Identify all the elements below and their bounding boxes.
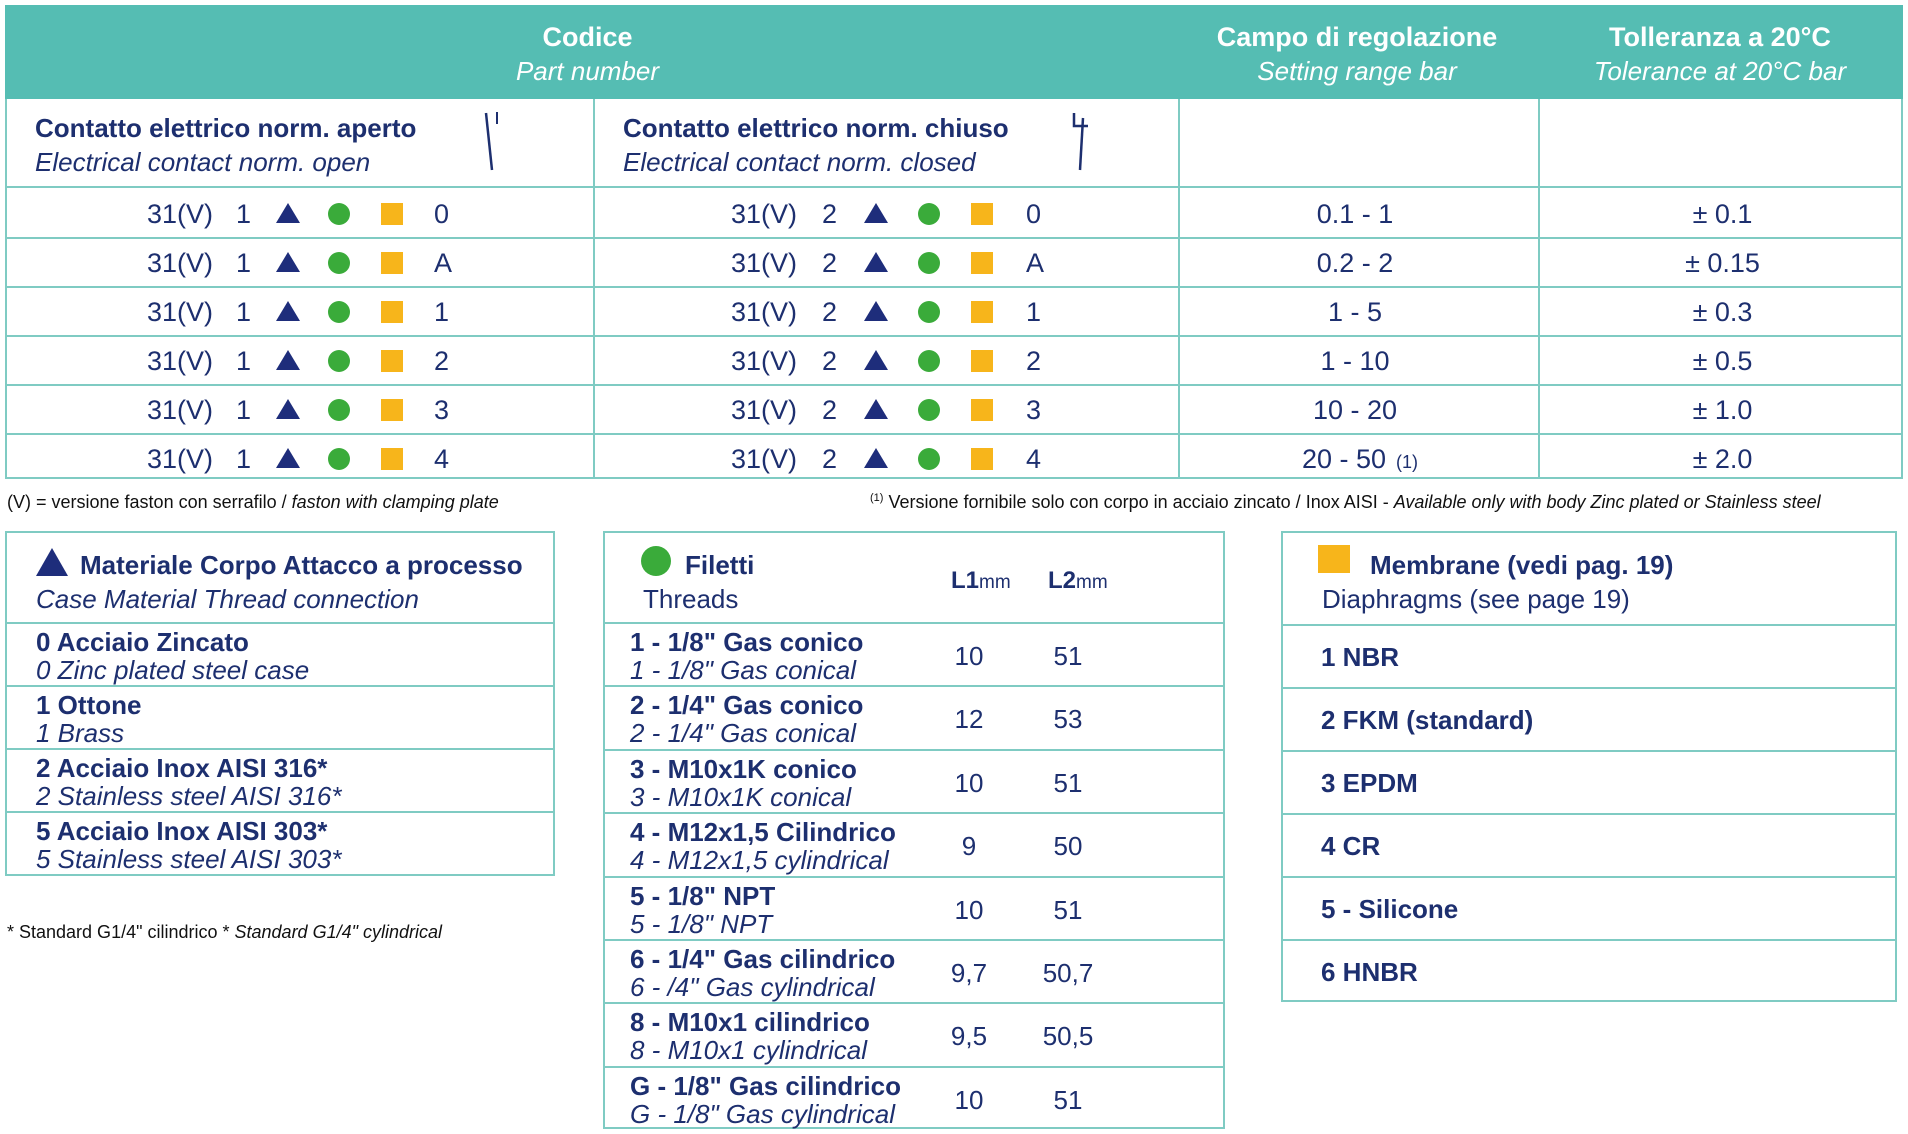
membranes-title bbox=[1320, 548, 1673, 616]
thread-item-it: 5 - 1/8" NPT bbox=[630, 880, 776, 911]
thread-item-en: 3 - M10x1K conical bbox=[630, 781, 852, 812]
setting-range bbox=[1180, 239, 1540, 287]
open-digit: 1 bbox=[236, 297, 252, 327]
square-icon bbox=[381, 399, 403, 421]
footnote-faston-it: (V) = versione faston con serrafilo / bbox=[7, 492, 292, 512]
tolerance-value: ± 2.0 bbox=[1692, 444, 1753, 474]
setting-range bbox=[1180, 435, 1540, 483]
triangle-icon bbox=[276, 448, 300, 468]
closed-digit: 2 bbox=[822, 248, 838, 278]
threads-title-it: Filetti bbox=[685, 550, 755, 580]
material-item-it: 2 Acciaio Inox AISI 316* bbox=[36, 753, 328, 783]
thread-l2-value: 51 bbox=[1053, 641, 1083, 671]
membranes-title-it: Membrane (vedi pag. 19) bbox=[1370, 550, 1674, 580]
row-suffix-closed: 2 bbox=[1026, 346, 1042, 376]
list-item bbox=[603, 685, 1225, 748]
triangle-icon bbox=[276, 203, 300, 223]
closed-digit: 2 bbox=[822, 444, 838, 474]
setting-range bbox=[1180, 337, 1540, 385]
footnote-standard-en: Standard G1/4" cylindrical bbox=[234, 922, 443, 942]
table-row bbox=[5, 190, 1903, 238]
list-item bbox=[5, 811, 555, 874]
thread-item-it: 6 - 1/4" Gas cilindrico bbox=[630, 944, 896, 974]
thread-l1-value: 10 bbox=[954, 1084, 984, 1115]
tolerance-value: ± 0.1 bbox=[1692, 199, 1753, 229]
thread-l2-value: 51 bbox=[1053, 767, 1083, 798]
tolerance-value: ± 0.15 bbox=[1685, 248, 1760, 278]
material-title-en: Case Material Thread connection bbox=[36, 584, 419, 614]
thread-item-it: 1 - 1/8" Gas conico bbox=[630, 627, 864, 657]
triangle-icon bbox=[864, 301, 888, 321]
table-row bbox=[5, 337, 1903, 385]
code-prefix: 31(V) bbox=[731, 297, 798, 327]
square-icon bbox=[971, 399, 993, 421]
list-item: 4 CR bbox=[1281, 813, 1897, 876]
header-tolleranza: Tolleranza a 20°C bbox=[1609, 22, 1831, 52]
thread-item-en: 2 - 1/4" Gas conical bbox=[630, 718, 857, 749]
circle-icon bbox=[918, 203, 940, 225]
thread-item-en: 1 - 1/8" Gas conical bbox=[630, 655, 857, 685]
list-item bbox=[603, 749, 1225, 812]
footnote-avail-en: Available only with body Zinc plated or Stainless steel bbox=[1393, 492, 1821, 512]
setting-range bbox=[1180, 386, 1540, 434]
code-prefix: 31(V) bbox=[147, 248, 214, 278]
circle-icon bbox=[328, 399, 350, 421]
thread-item-en: 4 - M12x1,5 cylindrical bbox=[630, 845, 889, 876]
row-suffix-closed: A bbox=[1026, 248, 1045, 278]
triangle-icon bbox=[864, 448, 888, 468]
setting-range-value: 0.2 - 2 bbox=[1316, 248, 1394, 278]
open-digit: 1 bbox=[236, 346, 252, 376]
thread-l2-value: 53 bbox=[1053, 704, 1083, 735]
table-row bbox=[5, 435, 1903, 483]
row-suffix-open: 1 bbox=[434, 297, 450, 327]
closed-digit: 2 bbox=[822, 395, 838, 425]
open-digit: 1 bbox=[236, 199, 252, 229]
thread-item-it: G - 1/8" Gas cilindrico bbox=[630, 1070, 901, 1101]
list-item bbox=[603, 812, 1225, 875]
square-icon bbox=[971, 350, 993, 372]
row-suffix-closed: 4 bbox=[1026, 444, 1042, 474]
thread-l1-value: 10 bbox=[954, 767, 984, 798]
header-part-number bbox=[5, 20, 1170, 88]
code-prefix: 31(V) bbox=[147, 199, 214, 229]
thread-l1-value: 12 bbox=[954, 704, 984, 735]
open-contact-symbol-icon bbox=[482, 108, 502, 178]
col-l1-unit: mm bbox=[979, 572, 1011, 593]
row-suffix-closed: 0 bbox=[1026, 199, 1042, 229]
header-part-number-en: Part number bbox=[515, 56, 660, 86]
tolerance-value: ± 0.3 bbox=[1692, 297, 1753, 327]
header-codice: Codice bbox=[542, 22, 633, 52]
square-icon bbox=[381, 301, 403, 323]
thread-item-it: 2 - 1/4" Gas conico bbox=[630, 690, 864, 721]
header-setting-range bbox=[1178, 20, 1536, 88]
square-icon bbox=[381, 252, 403, 274]
thread-item-en: 5 - 1/8" NPT bbox=[630, 908, 773, 939]
footnote-sup: (1) bbox=[870, 492, 884, 504]
subheader-closed-it: Contatto elettrico norm. chiuso bbox=[623, 113, 1009, 143]
thread-l2-value: 51 bbox=[1053, 1084, 1083, 1115]
circle-icon bbox=[328, 350, 350, 372]
circle-icon bbox=[328, 301, 350, 323]
thread-l1-value: 9,7 bbox=[950, 958, 988, 988]
list-item bbox=[603, 876, 1225, 939]
code-prefix: 31(V) bbox=[731, 346, 798, 376]
threads-title-en: Threads bbox=[643, 584, 739, 614]
material-item-it: 5 Acciaio Inox AISI 303* bbox=[36, 816, 328, 846]
material-item-it: 0 Acciaio Zincato bbox=[36, 627, 249, 657]
thread-l1-value: 9,5 bbox=[950, 1021, 988, 1052]
col-l1-label: L1 bbox=[951, 567, 980, 594]
material-item-en: 0 Zinc plated steel case bbox=[36, 655, 310, 685]
thread-item-it: 4 - M12x1,5 Cilindrico bbox=[630, 817, 896, 848]
thread-l1-value: 10 bbox=[954, 641, 984, 671]
tolerance-value: ± 1.0 bbox=[1692, 395, 1753, 425]
thread-l2-value: 50,5 bbox=[1042, 1021, 1094, 1052]
list-item bbox=[603, 1002, 1225, 1065]
subheader-divider bbox=[5, 186, 1903, 188]
thread-item-it: 8 - M10x1 cilindrico bbox=[630, 1007, 870, 1038]
table-row bbox=[5, 239, 1903, 287]
row-suffix-closed: 1 bbox=[1026, 297, 1042, 327]
row-suffix-open: 4 bbox=[434, 444, 450, 474]
list-item bbox=[5, 622, 555, 685]
list-item: 1 NBR bbox=[1281, 624, 1897, 687]
footnote-availability bbox=[870, 492, 1821, 513]
header-setting-range-en: Setting range bar bbox=[1257, 56, 1457, 86]
thread-item-en: 6 - /4" Gas cylindrical bbox=[630, 972, 875, 1002]
footnote-standard-it: * Standard G1/4" cilindrico * bbox=[7, 922, 235, 942]
list-item bbox=[603, 1066, 1225, 1129]
footnote-faston-en: faston with clamping plate bbox=[291, 492, 499, 512]
list-item: 6 HNBR bbox=[1281, 939, 1897, 1002]
triangle-icon bbox=[864, 350, 888, 370]
subheader-open-en: Electrical contact norm. open bbox=[35, 147, 371, 177]
code-prefix: 31(V) bbox=[147, 346, 214, 376]
thread-item-it: 3 - M10x1K conico bbox=[630, 753, 857, 784]
membranes-title-en: Diaphragms (see page 19) bbox=[1322, 584, 1630, 614]
subheader-closed-en: Electrical contact norm. closed bbox=[623, 147, 976, 177]
thread-l1-value: 9 bbox=[961, 831, 977, 862]
code-prefix: 31(V) bbox=[731, 444, 798, 474]
col-l1-header bbox=[951, 567, 1011, 595]
subheader-open bbox=[5, 111, 593, 179]
footnote-avail-it: Versione fornibile solo con corpo in acciaio zincato / Inox AISI - bbox=[883, 492, 1394, 512]
table-row bbox=[5, 386, 1903, 434]
open-digit: 1 bbox=[236, 248, 252, 278]
row-suffix-closed: 3 bbox=[1026, 395, 1042, 425]
material-title-it: Materiale Corpo Attacco a processo bbox=[80, 550, 523, 580]
list-item: 5 - Silicone bbox=[1281, 876, 1897, 939]
circle-icon bbox=[918, 448, 940, 470]
triangle-icon bbox=[276, 350, 300, 370]
thread-item-en: 8 - M10x1 cylindrical bbox=[630, 1035, 867, 1066]
list-item: 3 EPDM bbox=[1281, 750, 1897, 813]
code-prefix: 31(V) bbox=[731, 199, 798, 229]
row-suffix-open: A bbox=[434, 248, 453, 278]
table-row bbox=[5, 288, 1903, 336]
row-suffix-open: 3 bbox=[434, 395, 450, 425]
header-tolerance bbox=[1540, 20, 1900, 88]
code-prefix: 31(V) bbox=[731, 248, 798, 278]
threads-title bbox=[641, 548, 754, 616]
col-l2-header bbox=[1048, 567, 1108, 595]
code-prefix: 31(V) bbox=[147, 395, 214, 425]
triangle-icon bbox=[276, 252, 300, 272]
material-item-en: 5 Stainless steel AISI 303* bbox=[36, 844, 342, 874]
thread-l2-value: 50,7 bbox=[1042, 958, 1094, 988]
triangle-icon bbox=[864, 203, 888, 223]
square-icon bbox=[381, 448, 403, 470]
footnote-standard bbox=[7, 922, 442, 943]
circle-icon bbox=[328, 252, 350, 274]
row-suffix-open: 2 bbox=[434, 346, 450, 376]
list-item bbox=[5, 748, 555, 811]
header-tolerance-en: Tolerance at 20°C bar bbox=[1593, 56, 1847, 86]
material-item-it: 1 Ottone bbox=[36, 690, 142, 720]
setting-range-value: 1 - 5 bbox=[1327, 297, 1383, 327]
triangle-icon bbox=[864, 399, 888, 419]
square-icon bbox=[381, 203, 403, 225]
closed-digit: 2 bbox=[822, 346, 838, 376]
square-icon bbox=[971, 203, 993, 225]
tolerance-value: ± 0.5 bbox=[1692, 346, 1753, 376]
thread-l2-value: 50 bbox=[1053, 831, 1083, 862]
code-prefix: 31(V) bbox=[147, 444, 214, 474]
circle-icon bbox=[918, 399, 940, 421]
material-title bbox=[36, 548, 523, 616]
row-suffix-open: 0 bbox=[434, 199, 450, 229]
setting-range bbox=[1180, 190, 1540, 238]
open-digit: 1 bbox=[236, 444, 252, 474]
closed-contact-symbol-icon bbox=[1068, 108, 1092, 178]
open-digit: 1 bbox=[236, 395, 252, 425]
triangle-icon bbox=[276, 399, 300, 419]
circle-icon bbox=[328, 448, 350, 470]
closed-digit: 2 bbox=[822, 297, 838, 327]
circle-icon bbox=[918, 301, 940, 323]
code-prefix: 31(V) bbox=[731, 395, 798, 425]
thread-l1-value: 10 bbox=[954, 894, 984, 925]
triangle-icon bbox=[276, 301, 300, 321]
code-prefix: 31(V) bbox=[147, 297, 214, 327]
square-icon bbox=[971, 252, 993, 274]
col-l2-unit: mm bbox=[1076, 572, 1108, 593]
circle-icon bbox=[328, 203, 350, 225]
closed-digit: 2 bbox=[822, 199, 838, 229]
setting-range bbox=[1180, 288, 1540, 336]
thread-l2-value: 51 bbox=[1053, 894, 1083, 925]
col-l2-label: L2 bbox=[1048, 567, 1077, 594]
list-item bbox=[603, 939, 1225, 1002]
footnote-faston bbox=[7, 492, 499, 513]
header-campo: Campo di regolazione bbox=[1216, 22, 1498, 52]
list-item bbox=[603, 622, 1225, 685]
setting-range-value: 1 - 10 bbox=[1320, 346, 1390, 376]
subheader-open-it: Contatto elettrico norm. aperto bbox=[35, 113, 417, 143]
square-icon bbox=[971, 448, 993, 470]
triangle-icon bbox=[864, 252, 888, 272]
list-item: 2 FKM (standard) bbox=[1281, 687, 1897, 750]
thread-item-en: G - 1/8" Gas cylindrical bbox=[630, 1098, 895, 1129]
square-icon bbox=[381, 350, 403, 372]
material-item-en: 1 Brass bbox=[36, 718, 125, 748]
setting-range-value: 10 - 20 bbox=[1312, 395, 1398, 425]
square-icon bbox=[971, 301, 993, 323]
setting-range-value: 0.1 - 1 bbox=[1316, 199, 1394, 229]
circle-icon bbox=[918, 252, 940, 274]
setting-range-value: 20 - 50 bbox=[1301, 444, 1387, 474]
range-note: (1) bbox=[1396, 452, 1419, 472]
list-item bbox=[5, 685, 555, 748]
material-item-en: 2 Stainless steel AISI 316* bbox=[36, 781, 342, 811]
circle-icon bbox=[918, 350, 940, 372]
